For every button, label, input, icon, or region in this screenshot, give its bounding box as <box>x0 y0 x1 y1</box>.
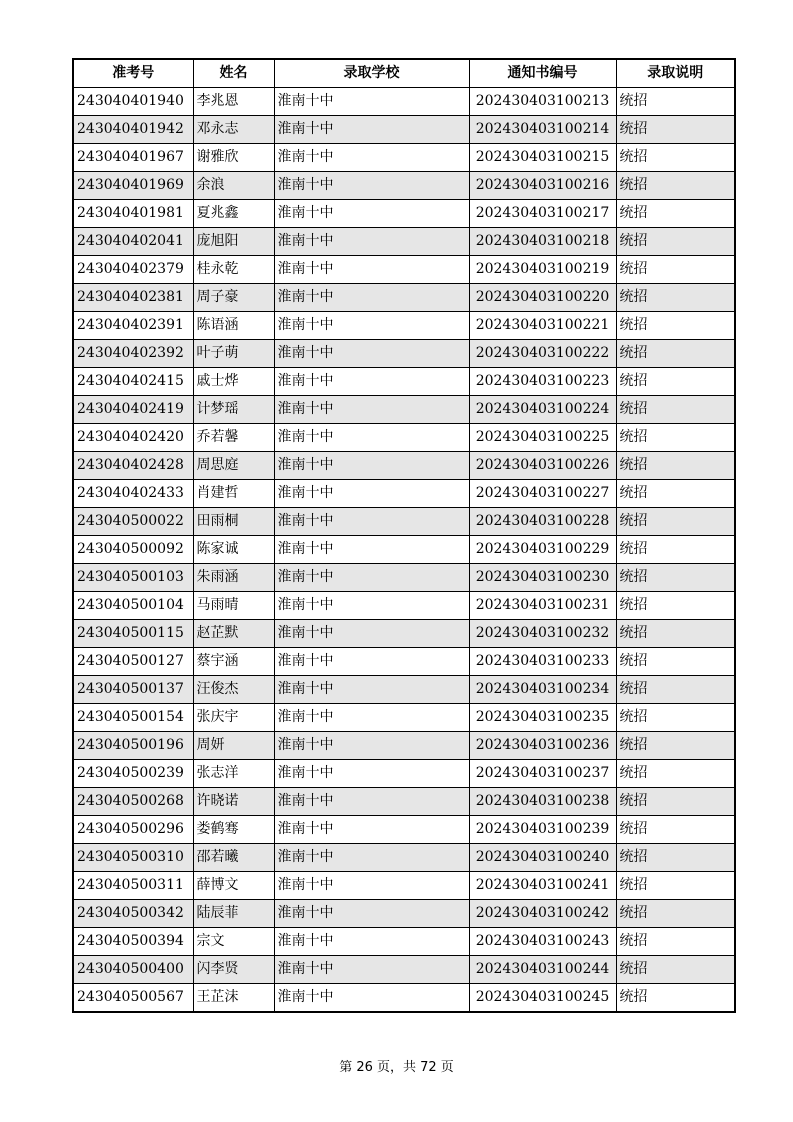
cell-exam-number: 243040500394 <box>73 928 193 956</box>
cell-notice-number: 202430403100234 <box>469 676 616 704</box>
cell-notice-number: 202430403100236 <box>469 732 616 760</box>
cell-student-name: 马雨晴 <box>193 592 274 620</box>
table-row <box>73 760 735 788</box>
cell-admitted-school: 淮南十中 <box>274 928 469 956</box>
cell-notice-number: 202430403100232 <box>469 620 616 648</box>
cell-exam-number: 243040500196 <box>73 732 193 760</box>
table-row <box>73 956 735 984</box>
cell-admission-note: 统招 <box>616 732 735 760</box>
cell-admitted-school: 淮南十中 <box>274 368 469 396</box>
cell-exam-number: 243040500311 <box>73 872 193 900</box>
cell-admission-note: 统招 <box>616 704 735 732</box>
table-row <box>73 508 735 536</box>
cell-student-name: 庞旭阳 <box>193 228 274 256</box>
cell-exam-number: 243040402041 <box>73 228 193 256</box>
cell-student-name: 蔡宇涵 <box>193 648 274 676</box>
header-admission-note: 录取说明 <box>616 59 735 88</box>
cell-admission-note: 统招 <box>616 144 735 172</box>
table-row <box>73 424 735 452</box>
cell-notice-number: 202430403100216 <box>469 172 616 200</box>
cell-notice-number: 202430403100217 <box>469 200 616 228</box>
cell-student-name: 宗文 <box>193 928 274 956</box>
cell-admitted-school: 淮南十中 <box>274 984 469 1013</box>
cell-exam-number: 243040401967 <box>73 144 193 172</box>
cell-admitted-school: 淮南十中 <box>274 172 469 200</box>
table-row <box>73 844 735 872</box>
cell-student-name: 谢雅欣 <box>193 144 274 172</box>
cell-admission-note: 统招 <box>616 816 735 844</box>
table-row <box>73 928 735 956</box>
cell-admission-note: 统招 <box>616 172 735 200</box>
cell-student-name: 桂永乾 <box>193 256 274 284</box>
cell-admitted-school: 淮南十中 <box>274 676 469 704</box>
cell-notice-number: 202430403100235 <box>469 704 616 732</box>
cell-admission-note: 统招 <box>616 228 735 256</box>
cell-student-name: 计梦瑶 <box>193 396 274 424</box>
cell-student-name: 赵芷默 <box>193 620 274 648</box>
cell-exam-number: 243040500310 <box>73 844 193 872</box>
cell-student-name: 周思庭 <box>193 452 274 480</box>
table-row <box>73 536 735 564</box>
cell-notice-number: 202430403100233 <box>469 648 616 676</box>
cell-exam-number: 243040500342 <box>73 900 193 928</box>
table-row <box>73 200 735 228</box>
cell-exam-number: 243040402419 <box>73 396 193 424</box>
table-row <box>73 340 735 368</box>
cell-exam-number: 243040500296 <box>73 816 193 844</box>
cell-student-name: 夏兆鑫 <box>193 200 274 228</box>
table-row <box>73 144 735 172</box>
cell-admitted-school: 淮南十中 <box>274 536 469 564</box>
cell-admitted-school: 淮南十中 <box>274 144 469 172</box>
table-row <box>73 88 735 116</box>
table-row <box>73 396 735 424</box>
cell-admitted-school: 淮南十中 <box>274 872 469 900</box>
cell-student-name: 余浪 <box>193 172 274 200</box>
cell-exam-number: 243040402415 <box>73 368 193 396</box>
table-body <box>73 88 735 1013</box>
admissions-table <box>72 58 736 1013</box>
cell-notice-number: 202430403100222 <box>469 340 616 368</box>
cell-exam-number: 243040401969 <box>73 172 193 200</box>
cell-student-name: 李兆恩 <box>193 88 274 116</box>
table-row <box>73 452 735 480</box>
cell-admission-note: 统招 <box>616 984 735 1013</box>
cell-student-name: 汪俊杰 <box>193 676 274 704</box>
cell-student-name: 周子豪 <box>193 284 274 312</box>
cell-notice-number: 202430403100220 <box>469 284 616 312</box>
cell-admission-note: 统招 <box>616 256 735 284</box>
cell-student-name: 闪李贤 <box>193 956 274 984</box>
cell-student-name: 陈语涵 <box>193 312 274 340</box>
cell-notice-number: 202430403100240 <box>469 844 616 872</box>
header-student-name: 姓名 <box>193 59 274 88</box>
table-row <box>73 732 735 760</box>
cell-notice-number: 202430403100224 <box>469 396 616 424</box>
cell-notice-number: 202430403100229 <box>469 536 616 564</box>
cell-student-name: 张志洋 <box>193 760 274 788</box>
cell-notice-number: 202430403100218 <box>469 228 616 256</box>
cell-exam-number: 243040500127 <box>73 648 193 676</box>
cell-admitted-school: 淮南十中 <box>274 284 469 312</box>
cell-notice-number: 202430403100214 <box>469 116 616 144</box>
cell-notice-number: 202430403100241 <box>469 872 616 900</box>
cell-notice-number: 202430403100215 <box>469 144 616 172</box>
cell-admission-note: 统招 <box>616 956 735 984</box>
cell-admitted-school: 淮南十中 <box>274 760 469 788</box>
cell-exam-number: 243040500268 <box>73 788 193 816</box>
cell-notice-number: 202430403100230 <box>469 564 616 592</box>
cell-admission-note: 统招 <box>616 340 735 368</box>
page-footer: 第 26 页，共 72 页 <box>339 1060 454 1075</box>
cell-admitted-school: 淮南十中 <box>274 816 469 844</box>
cell-notice-number: 202430403100243 <box>469 928 616 956</box>
cell-admitted-school: 淮南十中 <box>274 424 469 452</box>
cell-admission-note: 统招 <box>616 368 735 396</box>
cell-exam-number: 243040500115 <box>73 620 193 648</box>
cell-admitted-school: 淮南十中 <box>274 564 469 592</box>
cell-admission-note: 统招 <box>616 312 735 340</box>
cell-exam-number: 243040500239 <box>73 760 193 788</box>
table-row <box>73 676 735 704</box>
table-row <box>73 984 735 1013</box>
cell-student-name: 戚士烨 <box>193 368 274 396</box>
cell-exam-number: 243040402392 <box>73 340 193 368</box>
cell-admitted-school: 淮南十中 <box>274 200 469 228</box>
cell-notice-number: 202430403100245 <box>469 984 616 1013</box>
cell-exam-number: 243040402420 <box>73 424 193 452</box>
cell-admission-note: 统招 <box>616 396 735 424</box>
cell-exam-number: 243040500567 <box>73 984 193 1013</box>
cell-admitted-school: 淮南十中 <box>274 256 469 284</box>
cell-exam-number: 243040500103 <box>73 564 193 592</box>
table-row <box>73 704 735 732</box>
cell-admission-note: 统招 <box>616 788 735 816</box>
cell-student-name: 张庆宇 <box>193 704 274 732</box>
cell-admission-note: 统招 <box>616 928 735 956</box>
table-row <box>73 284 735 312</box>
cell-admission-note: 统招 <box>616 88 735 116</box>
table-row <box>73 788 735 816</box>
cell-exam-number: 243040500104 <box>73 592 193 620</box>
table-row <box>73 816 735 844</box>
cell-notice-number: 202430403100244 <box>469 956 616 984</box>
cell-admission-note: 统招 <box>616 480 735 508</box>
cell-student-name: 王芷沫 <box>193 984 274 1013</box>
cell-exam-number: 243040402391 <box>73 312 193 340</box>
cell-student-name: 叶子萌 <box>193 340 274 368</box>
cell-notice-number: 202430403100242 <box>469 900 616 928</box>
cell-exam-number: 243040402428 <box>73 452 193 480</box>
cell-admitted-school: 淮南十中 <box>274 620 469 648</box>
cell-admission-note: 统招 <box>616 872 735 900</box>
cell-notice-number: 202430403100223 <box>469 368 616 396</box>
cell-student-name: 薛博文 <box>193 872 274 900</box>
cell-admission-note: 统招 <box>616 508 735 536</box>
cell-student-name: 朱雨涵 <box>193 564 274 592</box>
table-row <box>73 228 735 256</box>
cell-admitted-school: 淮南十中 <box>274 452 469 480</box>
cell-student-name: 乔若馨 <box>193 424 274 452</box>
cell-admission-note: 统招 <box>616 200 735 228</box>
cell-admitted-school: 淮南十中 <box>274 508 469 536</box>
cell-student-name: 周妍 <box>193 732 274 760</box>
table-row <box>73 872 735 900</box>
cell-exam-number: 243040401940 <box>73 88 193 116</box>
header-notice-number: 通知书编号 <box>469 59 616 88</box>
cell-exam-number: 243040500154 <box>73 704 193 732</box>
cell-admitted-school: 淮南十中 <box>274 116 469 144</box>
cell-student-name: 肖建哲 <box>193 480 274 508</box>
cell-student-name: 陆辰菲 <box>193 900 274 928</box>
cell-admitted-school: 淮南十中 <box>274 480 469 508</box>
table-header-row <box>73 59 735 88</box>
cell-notice-number: 202430403100231 <box>469 592 616 620</box>
cell-admitted-school: 淮南十中 <box>274 592 469 620</box>
table-row <box>73 172 735 200</box>
cell-admitted-school: 淮南十中 <box>274 396 469 424</box>
cell-admission-note: 统招 <box>616 900 735 928</box>
cell-admission-note: 统招 <box>616 620 735 648</box>
cell-admitted-school: 淮南十中 <box>274 844 469 872</box>
table-row <box>73 648 735 676</box>
cell-admission-note: 统招 <box>616 284 735 312</box>
cell-exam-number: 243040500400 <box>73 956 193 984</box>
cell-exam-number: 243040401981 <box>73 200 193 228</box>
cell-admitted-school: 淮南十中 <box>274 228 469 256</box>
cell-notice-number: 202430403100225 <box>469 424 616 452</box>
cell-student-name: 陈家诚 <box>193 536 274 564</box>
cell-admission-note: 统招 <box>616 648 735 676</box>
cell-exam-number: 243040500022 <box>73 508 193 536</box>
table-row <box>73 116 735 144</box>
cell-notice-number: 202430403100219 <box>469 256 616 284</box>
table-row <box>73 256 735 284</box>
cell-admitted-school: 淮南十中 <box>274 788 469 816</box>
cell-exam-number: 243040500092 <box>73 536 193 564</box>
cell-student-name: 邓永志 <box>193 116 274 144</box>
cell-student-name: 邵若曦 <box>193 844 274 872</box>
cell-student-name: 田雨桐 <box>193 508 274 536</box>
cell-notice-number: 202430403100238 <box>469 788 616 816</box>
cell-notice-number: 202430403100227 <box>469 480 616 508</box>
header-exam-number: 准考号 <box>73 59 193 88</box>
cell-admission-note: 统招 <box>616 592 735 620</box>
cell-exam-number: 243040500137 <box>73 676 193 704</box>
table-row <box>73 620 735 648</box>
cell-notice-number: 202430403100239 <box>469 816 616 844</box>
cell-admission-note: 统招 <box>616 452 735 480</box>
cell-exam-number: 243040402381 <box>73 284 193 312</box>
table-row <box>73 564 735 592</box>
cell-admission-note: 统招 <box>616 564 735 592</box>
table-row <box>73 312 735 340</box>
table-row <box>73 480 735 508</box>
header-admitted-school: 录取学校 <box>274 59 469 88</box>
cell-exam-number: 243040401942 <box>73 116 193 144</box>
table-row <box>73 592 735 620</box>
cell-notice-number: 202430403100221 <box>469 312 616 340</box>
cell-admission-note: 统招 <box>616 844 735 872</box>
cell-admitted-school: 淮南十中 <box>274 704 469 732</box>
cell-exam-number: 243040402433 <box>73 480 193 508</box>
cell-admitted-school: 淮南十中 <box>274 956 469 984</box>
cell-student-name: 娄鹤骞 <box>193 816 274 844</box>
cell-notice-number: 202430403100237 <box>469 760 616 788</box>
table-row <box>73 368 735 396</box>
cell-admission-note: 统招 <box>616 536 735 564</box>
cell-admission-note: 统招 <box>616 116 735 144</box>
cell-notice-number: 202430403100228 <box>469 508 616 536</box>
cell-admitted-school: 淮南十中 <box>274 732 469 760</box>
table-row <box>73 900 735 928</box>
cell-admission-note: 统招 <box>616 676 735 704</box>
cell-admitted-school: 淮南十中 <box>274 648 469 676</box>
cell-notice-number: 202430403100213 <box>469 88 616 116</box>
cell-admission-note: 统招 <box>616 424 735 452</box>
cell-admitted-school: 淮南十中 <box>274 312 469 340</box>
cell-admitted-school: 淮南十中 <box>274 900 469 928</box>
cell-student-name: 许晓诺 <box>193 788 274 816</box>
cell-notice-number: 202430403100226 <box>469 452 616 480</box>
cell-admission-note: 统招 <box>616 760 735 788</box>
cell-admitted-school: 淮南十中 <box>274 88 469 116</box>
cell-admitted-school: 淮南十中 <box>274 340 469 368</box>
cell-exam-number: 243040402379 <box>73 256 193 284</box>
